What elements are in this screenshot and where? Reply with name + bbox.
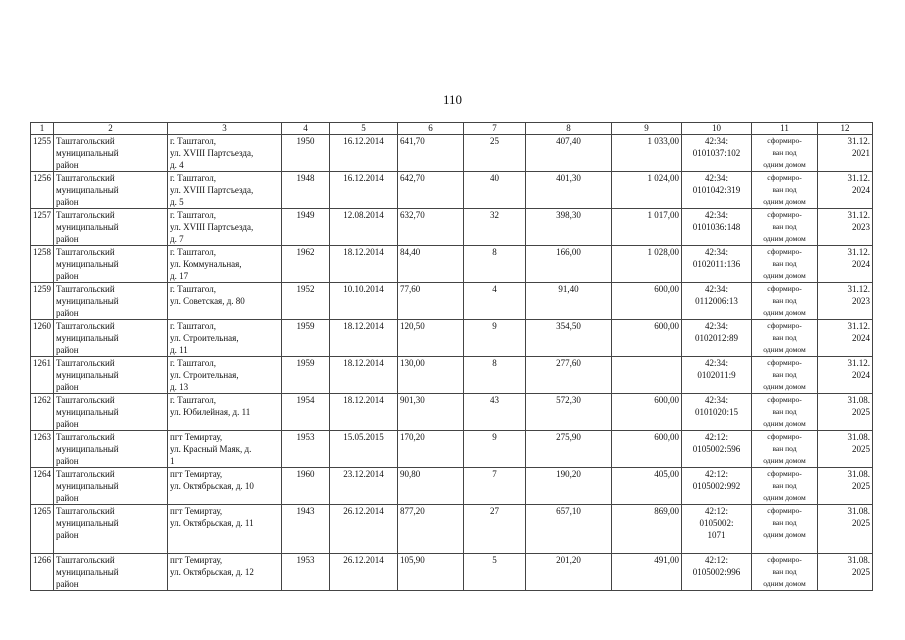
land-status-cell: сформиро- ван под одним домом <box>752 468 818 505</box>
table-row <box>31 431 873 468</box>
table-row <box>31 394 873 431</box>
column-header: 12 <box>818 123 873 135</box>
table-row <box>31 209 873 246</box>
year-cell: 1962 <box>282 246 330 283</box>
value-cell: 1 033,00 <box>612 135 682 172</box>
district-cell: Таштагольский муниципальный район <box>54 431 168 468</box>
cadastral-number-cell: 42:34: 0101020:15 <box>682 394 752 431</box>
date-cell: 26.12.2014 <box>330 554 398 591</box>
cadastral-number-cell: 42:34: 0102011:136 <box>682 246 752 283</box>
cadastral-number-cell: 42:12: 0105002:596 <box>682 431 752 468</box>
land-status-cell: сформиро- ван под одним домом <box>752 209 818 246</box>
area-cell: 877,20 <box>398 505 464 554</box>
address-cell: г. Таштагол, ул. Советская, д. 80 <box>168 283 282 320</box>
deadline-cell: 31.08. 2025 <box>818 431 873 468</box>
residents-cell: 9 <box>464 431 526 468</box>
table-row <box>31 554 873 591</box>
date-cell: 18.12.2014 <box>330 246 398 283</box>
value-cell: 600,00 <box>612 431 682 468</box>
housing-register-table <box>30 122 873 591</box>
date-cell: 18.12.2014 <box>330 357 398 394</box>
row-number-cell: 1264 <box>31 468 54 505</box>
value-cell: 91,40 <box>526 283 612 320</box>
year-cell: 1954 <box>282 394 330 431</box>
residents-cell: 9 <box>464 320 526 357</box>
district-cell: Таштагольский муниципальный район <box>54 135 168 172</box>
row-number-cell: 1263 <box>31 431 54 468</box>
land-status-cell: сформиро- ван под одним домом <box>752 320 818 357</box>
area-cell: 90,80 <box>398 468 464 505</box>
area-cell: 120,50 <box>398 320 464 357</box>
district-cell: Таштагольский муниципальный район <box>54 505 168 554</box>
address-cell: пгт Темиртау, ул. Октябрьская, д. 11 <box>168 505 282 554</box>
date-cell: 26.12.2014 <box>330 505 398 554</box>
date-cell: 15.05.2015 <box>330 431 398 468</box>
year-cell: 1953 <box>282 431 330 468</box>
land-status-cell: сформиро- ван под одним домом <box>752 505 818 554</box>
row-number-cell: 1256 <box>31 172 54 209</box>
address-cell: г. Таштагол, ул. Строительная, д. 11 <box>168 320 282 357</box>
table-row <box>31 468 873 505</box>
residents-cell: 7 <box>464 468 526 505</box>
residents-cell: 43 <box>464 394 526 431</box>
area-cell: 642,70 <box>398 172 464 209</box>
date-cell: 23.12.2014 <box>330 468 398 505</box>
value-cell: 277,60 <box>526 357 612 394</box>
cadastral-number-cell: 42:34: 0112006:13 <box>682 283 752 320</box>
district-cell: Таштагольский муниципальный район <box>54 394 168 431</box>
value-cell: 190,20 <box>526 468 612 505</box>
value-cell: 354,50 <box>526 320 612 357</box>
deadline-cell: 31.12. 2024 <box>818 320 873 357</box>
cadastral-number-cell: 42:34: 0101036:148 <box>682 209 752 246</box>
address-cell: г. Таштагол, ул. XVIII Партсъезда, д. 4 <box>168 135 282 172</box>
area-cell: 901,30 <box>398 394 464 431</box>
district-cell: Таштагольский муниципальный район <box>54 172 168 209</box>
table-row <box>31 505 873 554</box>
land-status-cell: сформиро- ван под одним домом <box>752 135 818 172</box>
column-header: 4 <box>282 123 330 135</box>
date-cell: 12.08.2014 <box>330 209 398 246</box>
address-cell: г. Таштагол, ул. XVIII Партсъезда, д. 7 <box>168 209 282 246</box>
date-cell: 10.10.2014 <box>330 283 398 320</box>
date-cell: 18.12.2014 <box>330 394 398 431</box>
value-cell: 398,30 <box>526 209 612 246</box>
residents-cell: 25 <box>464 135 526 172</box>
residents-cell: 8 <box>464 246 526 283</box>
value-cell <box>612 357 682 394</box>
district-cell: Таштагольский муниципальный район <box>54 246 168 283</box>
residents-cell: 40 <box>464 172 526 209</box>
land-status-cell: сформиро- ван под одним домом <box>752 357 818 394</box>
table-row <box>31 172 873 209</box>
value-cell: 491,00 <box>612 554 682 591</box>
address-cell: пгт Темиртау, ул. Октябрьская, д. 10 <box>168 468 282 505</box>
land-status-cell: сформиро- ван под одним домом <box>752 172 818 209</box>
deadline-cell: 31.08. 2025 <box>818 505 873 554</box>
deadline-cell: 31.12. 2021 <box>818 135 873 172</box>
value-cell: 1 028,00 <box>612 246 682 283</box>
row-number-cell: 1261 <box>31 357 54 394</box>
land-status-cell: сформиро- ван под одним домом <box>752 431 818 468</box>
address-cell: г. Таштагол, ул. Строительная, д. 13 <box>168 357 282 394</box>
district-cell: Таштагольский муниципальный район <box>54 554 168 591</box>
value-cell: 166,00 <box>526 246 612 283</box>
residents-cell: 32 <box>464 209 526 246</box>
area-cell: 170,20 <box>398 431 464 468</box>
date-cell: 16.12.2014 <box>330 135 398 172</box>
residents-cell: 4 <box>464 283 526 320</box>
land-status-cell: сформиро- ван под одним домом <box>752 394 818 431</box>
value-cell: 600,00 <box>612 320 682 357</box>
address-cell: г. Таштагол, ул. Коммунальная, д. 17 <box>168 246 282 283</box>
address-cell: пгт Темиртау, ул. Красный Маяк, д. 1 <box>168 431 282 468</box>
cadastral-number-cell: 42:12: 0105002: 1071 <box>682 505 752 554</box>
year-cell: 1953 <box>282 554 330 591</box>
value-cell: 600,00 <box>612 394 682 431</box>
deadline-cell: 31.12. 2024 <box>818 172 873 209</box>
land-status-cell: сформиро- ван под одним домом <box>752 283 818 320</box>
column-header: 7 <box>464 123 526 135</box>
residents-cell: 8 <box>464 357 526 394</box>
column-header: 8 <box>526 123 612 135</box>
value-cell: 275,90 <box>526 431 612 468</box>
value-cell: 201,20 <box>526 554 612 591</box>
address-cell: г. Таштагол, ул. XVIII Партсъезда, д. 5 <box>168 172 282 209</box>
row-number-cell: 1259 <box>31 283 54 320</box>
row-number-cell: 1255 <box>31 135 54 172</box>
land-status-cell: сформиро- ван под одним домом <box>752 554 818 591</box>
value-cell: 572,30 <box>526 394 612 431</box>
district-cell: Таштагольский муниципальный район <box>54 468 168 505</box>
value-cell: 407,40 <box>526 135 612 172</box>
cadastral-number-cell: 42:34: 0101037:102 <box>682 135 752 172</box>
deadline-cell: 31.08. 2025 <box>818 394 873 431</box>
column-header: 9 <box>612 123 682 135</box>
value-cell: 869,00 <box>612 505 682 554</box>
value-cell: 405,00 <box>612 468 682 505</box>
row-number-cell: 1265 <box>31 505 54 554</box>
value-cell: 1 017,00 <box>612 209 682 246</box>
value-cell: 600,00 <box>612 283 682 320</box>
residents-cell: 5 <box>464 554 526 591</box>
district-cell: Таштагольский муниципальный район <box>54 283 168 320</box>
cadastral-number-cell: 42:34: 0102012:89 <box>682 320 752 357</box>
year-cell: 1960 <box>282 468 330 505</box>
table-body <box>31 135 873 591</box>
cadastral-number-cell: 42:12: 0105002:992 <box>682 468 752 505</box>
column-number-row <box>31 123 873 135</box>
column-header: 3 <box>168 123 282 135</box>
row-number-cell: 1257 <box>31 209 54 246</box>
table-row <box>31 320 873 357</box>
district-cell: Таштагольский муниципальный район <box>54 357 168 394</box>
deadline-cell: 31.12. 2024 <box>818 357 873 394</box>
row-number-cell: 1262 <box>31 394 54 431</box>
table-row <box>31 246 873 283</box>
deadline-cell: 31.12. 2024 <box>818 246 873 283</box>
residents-cell: 27 <box>464 505 526 554</box>
column-header: 6 <box>398 123 464 135</box>
column-header: 5 <box>330 123 398 135</box>
year-cell: 1948 <box>282 172 330 209</box>
column-header: 10 <box>682 123 752 135</box>
address-cell: г. Таштагол, ул. Юбилейная, д. 11 <box>168 394 282 431</box>
cadastral-number-cell: 42:34: 0102011:9 <box>682 357 752 394</box>
value-cell: 657,10 <box>526 505 612 554</box>
date-cell: 18.12.2014 <box>330 320 398 357</box>
row-number-cell: 1260 <box>31 320 54 357</box>
district-cell: Таштагольский муниципальный район <box>54 320 168 357</box>
cadastral-number-cell: 42:12: 0105002:996 <box>682 554 752 591</box>
area-cell: 130,00 <box>398 357 464 394</box>
table-row <box>31 283 873 320</box>
row-number-cell: 1266 <box>31 554 54 591</box>
year-cell: 1959 <box>282 357 330 394</box>
area-cell: 105,90 <box>398 554 464 591</box>
table-row <box>31 135 873 172</box>
table-row <box>31 357 873 394</box>
deadline-cell: 31.12. 2023 <box>818 283 873 320</box>
area-cell: 632,70 <box>398 209 464 246</box>
year-cell: 1959 <box>282 320 330 357</box>
area-cell: 77,60 <box>398 283 464 320</box>
year-cell: 1949 <box>282 209 330 246</box>
page-number: 110 <box>442 92 463 107</box>
column-header: 11 <box>752 123 818 135</box>
deadline-cell: 31.08. 2025 <box>818 468 873 505</box>
date-cell: 16.12.2014 <box>330 172 398 209</box>
column-header: 1 <box>31 123 54 135</box>
column-header: 2 <box>54 123 168 135</box>
area-cell: 641,70 <box>398 135 464 172</box>
land-status-cell: сформиро- ван под одним домом <box>752 246 818 283</box>
year-cell: 1952 <box>282 283 330 320</box>
value-cell: 401,30 <box>526 172 612 209</box>
value-cell: 1 024,00 <box>612 172 682 209</box>
deadline-cell: 31.12. 2023 <box>818 209 873 246</box>
year-cell: 1943 <box>282 505 330 554</box>
row-number-cell: 1258 <box>31 246 54 283</box>
deadline-cell: 31.08. 2025 <box>818 554 873 591</box>
area-cell: 84,40 <box>398 246 464 283</box>
cadastral-number-cell: 42:34: 0101042:319 <box>682 172 752 209</box>
address-cell: пгт Темиртау, ул. Октябрьская, д. 12 <box>168 554 282 591</box>
year-cell: 1950 <box>282 135 330 172</box>
district-cell: Таштагольский муниципальный район <box>54 209 168 246</box>
